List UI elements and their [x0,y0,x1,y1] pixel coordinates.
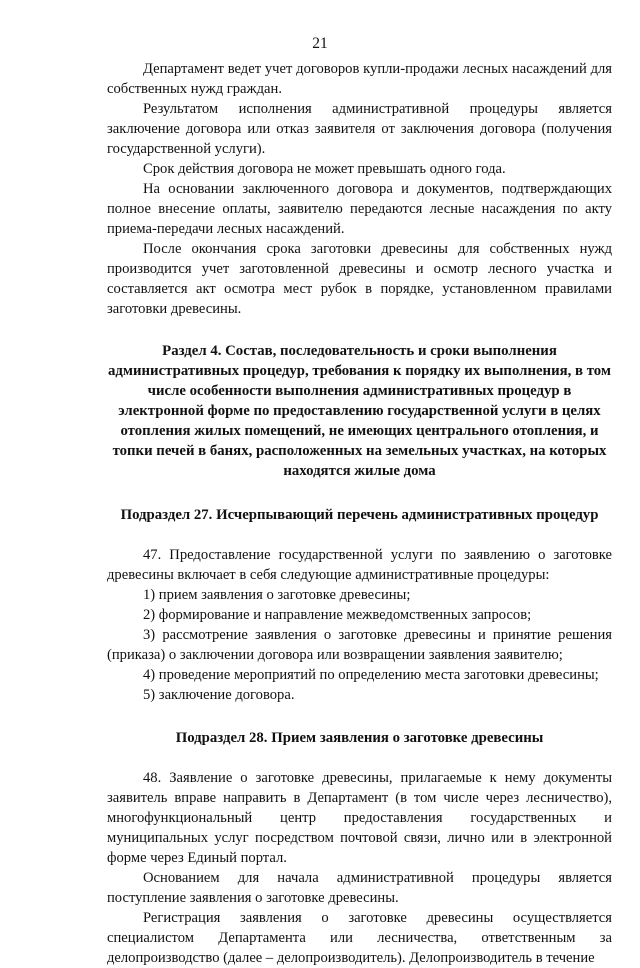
document-body [107,59,612,968]
procedure-list-item: 1) прием заявления о заготовке древесины; [143,587,411,603]
paragraph-procedure-basis: Основанием для начала административной процедуры является поступление заявления о заготовке древесины. [107,870,612,906]
procedure-list-item: 2) формирование и направление межведомственных запросов; [143,607,532,623]
subsection-27-title: Подраздел 27. Исчерпывающий перечень административных процедур [120,507,599,523]
paragraph-procedure-result: Результатом исполнения административной процедуры является заключение договора или отказ заявителя от заключения договора (получения государственной услуги). [107,101,612,157]
paragraph-contracts-record: Департамент ведет учет договоров купли-продажи лесных насаждений для собственных нужд граждан. [107,61,612,97]
procedure-list-item: 5) заключение договора. [143,687,295,703]
item-48-paragraph: 48. Заявление о заготовке древесины, прилагаемые к нему документы заявитель вправе направить в Департамент (в том числе через лесничество), многофункциональный центр предоставления государственных и муниципальных услуг посредством почтовой связи, лично или в электронной форме через Единый портал. [107,770,612,866]
procedure-list-item: 3) рассмотрение заявления о заготовке древесины и принятие решения (приказа) о заключении договора или возвращении заявления заявителю; [107,627,612,663]
subsection-28-title: Подраздел 28. Прием заявления о заготовке древесины [175,730,544,746]
item-47-intro: 47. Предоставление государственной услуги по заявлению о заготовке древесины включает в себя следующие административные процедуры: [107,547,612,583]
paragraph-registration: Регистрация заявления о заготовке древесины осуществляется специалистом Департамента или лесничества, ответственным за делопроизводство (далее – делопроизводитель). Делопроизводитель в течение [107,910,612,966]
paragraph-transfer-act: На основании заключенного договора и документов, подтверждающих полное внесение оплаты, заявителю передаются лесные насаждения по акту приема-передачи лесных насаждений. [107,181,612,237]
section-4-title: Раздел 4. Состав, последовательность и сроки выполнения административных процедур, требования к порядку их выполнения, в том числе особенности выполнения административных процедур в электронной форме по предоставлению государственной услуги в целях отопления жилых помещений, не имеющих центрального отопления, и топки печей в банях, расположенных на земельных участках, на которых находятся жилые дома [108,343,611,479]
procedure-list-item: 4) проведение мероприятий по определению места заготовки древесины; [143,667,599,683]
paragraph-contract-term: Срок действия договора не может превышать одного года. [143,161,506,177]
page-number: 21 [312,35,328,52]
paragraph-inspection-act: После окончания срока заготовки древесины для собственных нужд производится учет заготовленной древесины и осмотр лесного участка и составляется акт осмотра мест рубок в порядке, установленном правилами заготовки древесины. [107,241,612,317]
